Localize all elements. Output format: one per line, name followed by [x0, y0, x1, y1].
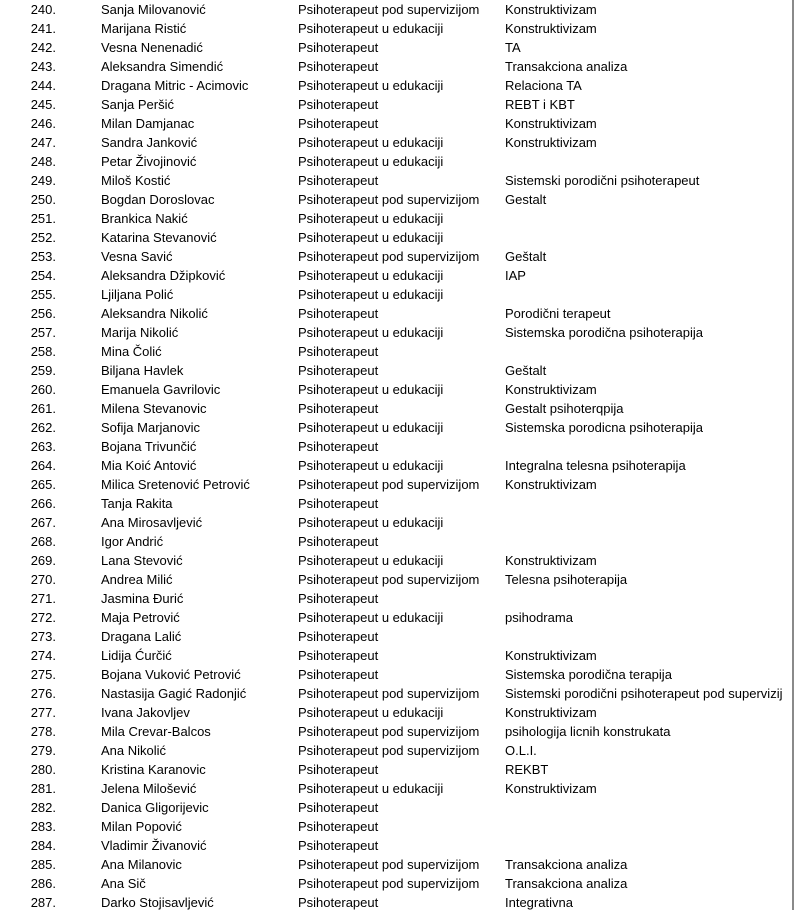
- therapist-status: Psihoterapeut: [298, 838, 379, 853]
- table-row: [0, 399, 794, 418]
- therapy-modality: REBT i KBT: [505, 97, 575, 112]
- therapist-name: Dragana Lalić: [101, 629, 182, 644]
- therapy-modality: Transakciona analiza: [505, 59, 628, 74]
- row-number: 287.: [30, 895, 56, 910]
- therapist-status: Psihoterapeut u edukaciji: [298, 515, 444, 530]
- therapist-status: Psihoterapeut u edukaciji: [298, 325, 444, 340]
- row-number: 248.: [30, 154, 56, 169]
- therapist-status: Psihoterapeut: [298, 344, 379, 359]
- therapist-status: Psihoterapeut pod supervizijom: [298, 876, 480, 891]
- table-row: [0, 608, 794, 627]
- table-row: [0, 133, 794, 152]
- row-number: 260.: [30, 382, 56, 397]
- therapist-name: Andrea Milić: [101, 572, 173, 587]
- therapist-status: Psihoterapeut: [298, 40, 379, 55]
- table-row: [0, 836, 794, 855]
- therapy-modality: Telesna psihoterapija: [505, 572, 628, 587]
- row-number: 273.: [30, 629, 56, 644]
- therapist-status: Psihoterapeut pod supervizijom: [298, 477, 480, 492]
- table-row: [0, 532, 794, 551]
- therapist-status: Psihoterapeut pod supervizijom: [298, 724, 480, 739]
- therapist-name: Ana Nikolić: [101, 743, 167, 758]
- therapist-name: Vladimir Živanović: [101, 838, 207, 853]
- therapy-modality: Sistemska porodična psihoterapija: [505, 325, 703, 340]
- row-number: 281.: [30, 781, 56, 796]
- therapy-modality: Konstruktivizam: [505, 2, 597, 17]
- therapist-name: Sandra Janković: [101, 135, 198, 150]
- therapy-modality: Transakciona analiza: [505, 857, 628, 872]
- row-number: 252.: [30, 230, 56, 245]
- table-row: [0, 760, 794, 779]
- therapist-name: Lidija Ćurčić: [101, 648, 172, 663]
- therapist-status: Psihoterapeut u edukaciji: [298, 230, 444, 245]
- row-number: 274.: [30, 648, 56, 663]
- table-row: [0, 209, 794, 228]
- row-number: 254.: [30, 268, 56, 283]
- therapist-status: Psihoterapeut: [298, 648, 379, 663]
- therapist-name: Milan Damjanac: [101, 116, 195, 131]
- table-row: [0, 703, 794, 722]
- therapy-modality: Konstruktivizam: [505, 553, 597, 568]
- therapist-name: Marijana Ristić: [101, 21, 187, 36]
- therapist-status: Psihoterapeut pod supervizijom: [298, 249, 480, 264]
- therapist-status: Psihoterapeut pod supervizijom: [298, 572, 480, 587]
- therapist-name: Nastasija Gagić Radonjić: [101, 686, 247, 701]
- therapist-status: Psihoterapeut: [298, 762, 379, 777]
- therapist-name: Katarina Stevanović: [101, 230, 217, 245]
- therapist-name: Brankica Nakić: [101, 211, 188, 226]
- therapist-status: Psihoterapeut: [298, 895, 379, 910]
- table-row: [0, 247, 794, 266]
- therapist-name: Aleksandra Simendić: [101, 59, 224, 74]
- table-row: [0, 646, 794, 665]
- row-number: 268.: [30, 534, 56, 549]
- therapy-modality: Sistemski porodični psihoterapeut: [505, 173, 700, 188]
- table-row: [0, 665, 794, 684]
- therapist-name: Bojana Trivunčić: [101, 439, 197, 454]
- row-number: 286.: [30, 876, 56, 891]
- therapist-name: Biljana Havlek: [101, 363, 184, 378]
- row-number: 267.: [30, 515, 56, 530]
- therapy-modality: Porodični terapeut: [505, 306, 611, 321]
- table-row: [0, 76, 794, 95]
- table-row: [0, 152, 794, 171]
- row-number: 251.: [30, 211, 56, 226]
- therapist-status: Psihoterapeut u edukaciji: [298, 382, 444, 397]
- row-number: 245.: [30, 97, 56, 112]
- therapist-status: Psihoterapeut: [298, 439, 379, 454]
- therapist-name: Mila Crevar-Balcos: [101, 724, 211, 739]
- row-number: 271.: [30, 591, 56, 606]
- row-number: 276.: [30, 686, 56, 701]
- therapist-name: Aleksandra Džipković: [101, 268, 226, 283]
- table-row: [0, 304, 794, 323]
- therapist-status: Psihoterapeut: [298, 667, 379, 682]
- row-number: 249.: [30, 173, 56, 188]
- table-row: [0, 0, 794, 19]
- therapy-modality: Sistemska porodična terapija: [505, 667, 672, 682]
- row-number: 240.: [30, 2, 56, 17]
- therapist-name: Ana Mirosavljević: [101, 515, 203, 530]
- therapy-modality: Geštalt: [505, 363, 547, 378]
- therapist-status: Psihoterapeut pod supervizijom: [298, 2, 480, 17]
- therapist-name: Bojana Vuković Petrović: [101, 667, 241, 682]
- row-number: 242.: [30, 40, 56, 55]
- therapy-modality: Konstruktivizam: [505, 116, 597, 131]
- therapist-name: Ljiljana Polić: [101, 287, 174, 302]
- therapist-name: Sanja Peršić: [101, 97, 174, 112]
- therapist-status: Psihoterapeut: [298, 363, 379, 378]
- therapy-modality: Konstruktivizam: [505, 477, 597, 492]
- table-row: [0, 323, 794, 342]
- therapy-modality: Integrativna: [505, 895, 573, 910]
- therapist-name: Miloš Kostić: [101, 173, 171, 188]
- therapist-name: Aleksandra Nikolić: [101, 306, 208, 321]
- therapy-modality: Gestalt: [505, 192, 547, 207]
- therapist-status: Psihoterapeut u edukaciji: [298, 610, 444, 625]
- table-row: [0, 380, 794, 399]
- table-row: [0, 285, 794, 304]
- therapist-status: Psihoterapeut pod supervizijom: [298, 857, 480, 872]
- therapist-name: Bogdan Doroslovac: [101, 192, 215, 207]
- row-number: 285.: [30, 857, 56, 872]
- therapist-name: Tanja Rakita: [101, 496, 173, 511]
- therapist-status: Psihoterapeut: [298, 591, 379, 606]
- therapist-name: Darko Stojisavljević: [101, 895, 214, 910]
- therapy-modality: O.L.I.: [505, 743, 537, 758]
- therapist-status: Psihoterapeut u edukaciji: [298, 458, 444, 473]
- table-row: [0, 437, 794, 456]
- table-row: [0, 684, 794, 703]
- therapist-status: Psihoterapeut: [298, 819, 379, 834]
- therapist-name: Emanuela Gavrilovic: [101, 382, 221, 397]
- therapy-modality: Konstruktivizam: [505, 21, 597, 36]
- table-row: [0, 95, 794, 114]
- row-number: 263.: [30, 439, 56, 454]
- table-row: [0, 228, 794, 247]
- therapy-modality: Geštalt: [505, 249, 547, 264]
- therapist-status: Psihoterapeut: [298, 173, 379, 188]
- therapist-status: Psihoterapeut u edukaciji: [298, 21, 444, 36]
- therapist-status: Psihoterapeut u edukaciji: [298, 420, 444, 435]
- row-number: 257.: [30, 325, 56, 340]
- therapist-name: Jasmina Đurić: [101, 591, 184, 606]
- therapist-name: Petar Živojinović: [101, 154, 197, 169]
- therapist-name: Ana Sič: [101, 876, 146, 891]
- therapist-name: Mina Čolić: [101, 344, 162, 359]
- row-number: 272.: [30, 610, 56, 625]
- row-number: 241.: [30, 21, 56, 36]
- row-number: 275.: [30, 667, 56, 682]
- therapy-modality: IAP: [505, 268, 526, 283]
- therapist-name: Marija Nikolić: [101, 325, 179, 340]
- therapist-name: Dragana Mitric - Acimovic: [101, 78, 249, 93]
- therapist-name: Milan Popović: [101, 819, 182, 834]
- table-row: [0, 779, 794, 798]
- table-row: [0, 19, 794, 38]
- row-number: 250.: [30, 192, 56, 207]
- row-number: 255.: [30, 287, 56, 302]
- row-number: 258.: [30, 344, 56, 359]
- therapist-name: Igor Andrić: [101, 534, 164, 549]
- row-number: 283.: [30, 819, 56, 834]
- therapist-status: Psihoterapeut u edukaciji: [298, 705, 444, 720]
- therapist-name: Sofija Marjanovic: [101, 420, 200, 435]
- table-row: [0, 190, 794, 209]
- therapist-name: Danica Gligorijevic: [101, 800, 209, 815]
- therapist-name: Ivana Jakovljev: [101, 705, 190, 720]
- table-row: [0, 266, 794, 285]
- table-row: [0, 342, 794, 361]
- row-number: 244.: [30, 78, 56, 93]
- therapist-status: Psihoterapeut: [298, 629, 379, 644]
- row-number: 277.: [30, 705, 56, 720]
- therapist-status: Psihoterapeut: [298, 401, 379, 416]
- table-row: [0, 513, 794, 532]
- table-row: [0, 855, 794, 874]
- therapist-status: Psihoterapeut u edukaciji: [298, 78, 444, 93]
- table-row: [0, 494, 794, 513]
- table-row: [0, 722, 794, 741]
- therapy-modality: Konstruktivizam: [505, 648, 597, 663]
- therapist-name: Jelena Milošević: [101, 781, 197, 796]
- therapist-status: Psihoterapeut: [298, 97, 379, 112]
- therapist-status: Psihoterapeut: [298, 534, 379, 549]
- therapist-name: Milica Sretenović Petrović: [101, 477, 250, 492]
- therapy-modality: Integralna telesna psihoterapija: [505, 458, 686, 473]
- table-row: [0, 741, 794, 760]
- therapist-status: Psihoterapeut pod supervizijom: [298, 743, 480, 758]
- therapy-modality: Konstruktivizam: [505, 705, 597, 720]
- row-number: 278.: [30, 724, 56, 739]
- row-number: 261.: [30, 401, 56, 416]
- therapist-status: Psihoterapeut u edukaciji: [298, 211, 444, 226]
- row-number: 270.: [30, 572, 56, 587]
- therapy-modality: REKBT: [505, 762, 549, 777]
- therapist-status: Psihoterapeut: [298, 59, 379, 74]
- row-number: 246.: [30, 116, 56, 131]
- table-row: [0, 589, 794, 608]
- therapy-modality: Konstruktivizam: [505, 382, 597, 397]
- therapist-name: Kristina Karanovic: [101, 762, 206, 777]
- row-number: 243.: [30, 59, 56, 74]
- therapy-modality: Konstruktivizam: [505, 781, 597, 796]
- table-row: [0, 817, 794, 836]
- row-number: 280.: [30, 762, 56, 777]
- row-number: 284.: [30, 838, 56, 853]
- table-row: [0, 114, 794, 133]
- therapist-status: Psihoterapeut: [298, 116, 379, 131]
- therapist-status: Psihoterapeut u edukaciji: [298, 553, 444, 568]
- row-number: 269.: [30, 553, 56, 568]
- therapist-name: Milena Stevanovic: [101, 401, 207, 416]
- therapist-status: Psihoterapeut u edukaciji: [298, 268, 444, 283]
- therapy-modality: Sistemska porodicna psihoterapija: [505, 420, 703, 435]
- therapist-status: Psihoterapeut: [298, 496, 379, 511]
- therapy-modality: Konstruktivizam: [505, 135, 597, 150]
- therapy-modality: TA: [505, 40, 521, 55]
- table-row: [0, 627, 794, 646]
- therapist-name: Mia Koić Antović: [101, 458, 197, 473]
- table-row: [0, 893, 794, 912]
- row-number: 247.: [30, 135, 56, 150]
- therapy-modality: psihodrama: [505, 610, 573, 625]
- therapist-status: Psihoterapeut: [298, 306, 379, 321]
- row-number: 262.: [30, 420, 56, 435]
- therapy-modality: Relaciona TA: [505, 78, 582, 93]
- row-number: 259.: [30, 363, 56, 378]
- row-number: 265.: [30, 477, 56, 492]
- table-row: [0, 551, 794, 570]
- row-number: 256.: [30, 306, 56, 321]
- therapist-status: Psihoterapeut u edukaciji: [298, 135, 444, 150]
- table-row: [0, 798, 794, 817]
- therapist-name: Lana Stevović: [101, 553, 183, 568]
- row-number: 279.: [30, 743, 56, 758]
- table-row: [0, 171, 794, 190]
- therapist-name: Maja Petrović: [101, 610, 180, 625]
- therapy-modality: Sistemski porodični psihoterapeut pod supervizij: [505, 686, 783, 701]
- therapist-name: Sanja Milovanović: [101, 2, 206, 17]
- table-row: [0, 874, 794, 893]
- therapist-status: Psihoterapeut u edukaciji: [298, 154, 444, 169]
- row-number: 266.: [30, 496, 56, 511]
- therapy-modality: Gestalt psihoterqpija: [505, 401, 624, 416]
- table-row: [0, 38, 794, 57]
- table-row: [0, 475, 794, 494]
- table-row: [0, 57, 794, 76]
- table-row: [0, 570, 794, 589]
- therapist-status: Psihoterapeut pod supervizijom: [298, 686, 480, 701]
- row-number: 282.: [30, 800, 56, 815]
- therapist-status: Psihoterapeut u edukaciji: [298, 287, 444, 302]
- table-row: [0, 456, 794, 475]
- therapy-modality: Transakciona analiza: [505, 876, 628, 891]
- row-number: 264.: [30, 458, 56, 473]
- therapist-name: Vesna Nenenadić: [101, 40, 203, 55]
- therapist-status: Psihoterapeut pod supervizijom: [298, 192, 480, 207]
- row-number: 253.: [30, 249, 56, 264]
- therapy-modality: psihologija licnih konstrukata: [505, 724, 671, 739]
- therapist-name: Ana Milanovic: [101, 857, 182, 872]
- therapist-status: Psihoterapeut: [298, 800, 379, 815]
- table-row: [0, 418, 794, 437]
- table-row: [0, 361, 794, 380]
- therapist-name: Vesna Savić: [101, 249, 173, 264]
- therapist-status: Psihoterapeut u edukaciji: [298, 781, 444, 796]
